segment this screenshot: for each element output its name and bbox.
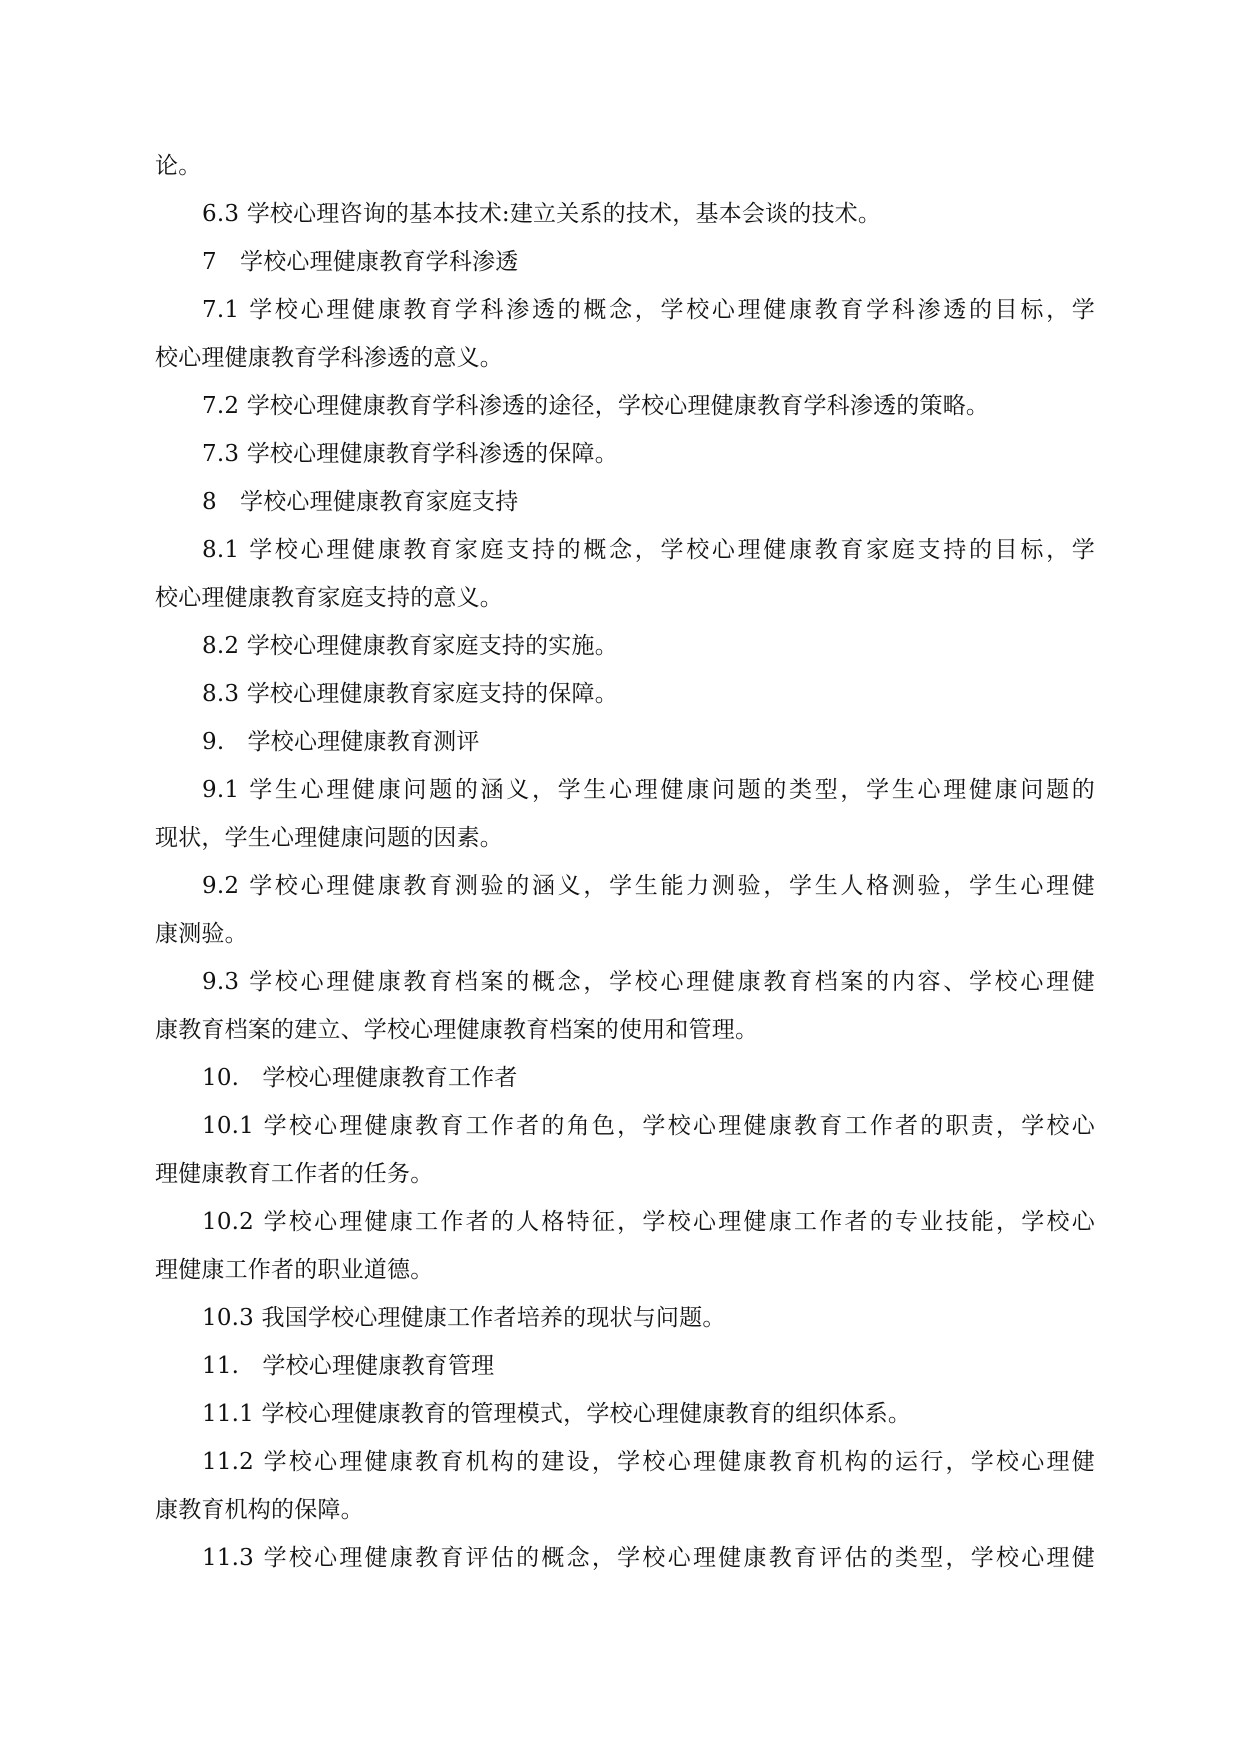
- text-line: 7.1 学校心理健康教育学科渗透的概念，学校心理健康教育学科渗透的目标，学: [202, 297, 1095, 323]
- document-body: [155, 142, 1095, 1582]
- section-heading: 10. 学校心理健康教育工作者: [202, 1065, 518, 1091]
- text-line: 8.2 学校心理健康教育家庭支持的实施。: [202, 633, 618, 659]
- text-line: 10.2 学校心理健康工作者的人格特征，学校心理健康工作者的专业技能，学校心: [202, 1209, 1095, 1235]
- section-heading: 7 学校心理健康教育学科渗透: [202, 249, 519, 275]
- text-line: 9.2 学校心理健康教育测验的涵义，学生能力测验，学生人格测验，学生心理健: [202, 873, 1095, 899]
- text-line: 11.3 学校心理健康教育评估的概念，学校心理健康教育评估的类型，学校心理健: [202, 1545, 1095, 1571]
- section-heading: 9. 学校心理健康教育测评: [202, 729, 480, 755]
- text-line: 康测验。: [155, 921, 248, 947]
- text-line: 11.2 学校心理健康教育机构的建设，学校心理健康教育机构的运行，学校心理健: [202, 1449, 1095, 1475]
- section-heading: 8 学校心理健康教育家庭支持: [202, 489, 519, 515]
- text-line: 6.3 学校心理咨询的基本技术:建立关系的技术，基本会谈的技术。: [202, 201, 882, 227]
- text-line: 理健康工作者的职业道德。: [155, 1257, 434, 1283]
- text-line: 9.1 学生心理健康问题的涵义，学生心理健康问题的类型，学生心理健康问题的: [202, 777, 1095, 803]
- text-line: 8.1 学校心理健康教育家庭支持的概念，学校心理健康教育家庭支持的目标，学: [202, 537, 1095, 563]
- text-line: 7.2 学校心理健康教育学科渗透的途径，学校心理健康教育学科渗透的策略。: [202, 393, 990, 419]
- text-line: 9.3 学校心理健康教育档案的概念，学校心理健康教育档案的内容、学校心理健: [202, 969, 1095, 995]
- text-line: 理健康教育工作者的任务。: [155, 1161, 434, 1187]
- text-line: 校心理健康教育家庭支持的意义。: [155, 585, 503, 611]
- text-line: 论。: [155, 153, 202, 179]
- text-line: 现状，学生心理健康问题的因素。: [155, 825, 503, 851]
- text-line: 11.1 学校心理健康教育的管理模式，学校心理健康教育的组织体系。: [202, 1401, 912, 1427]
- text-line: 10.3 我国学校心理健康工作者培养的现状与问题。: [202, 1305, 726, 1331]
- text-line: 康教育档案的建立、学校心理健康教育档案的使用和管理。: [155, 1017, 759, 1043]
- text-line: 校心理健康教育学科渗透的意义。: [155, 345, 503, 371]
- text-line: 康教育机构的保障。: [155, 1497, 364, 1523]
- text-line: 8.3 学校心理健康教育家庭支持的保障。: [202, 681, 618, 707]
- text-line: 7.3 学校心理健康教育学科渗透的保障。: [202, 441, 618, 467]
- text-line: 10.1 学校心理健康教育工作者的角色，学校心理健康教育工作者的职责，学校心: [202, 1113, 1095, 1139]
- section-heading: 11. 学校心理健康教育管理: [202, 1353, 495, 1379]
